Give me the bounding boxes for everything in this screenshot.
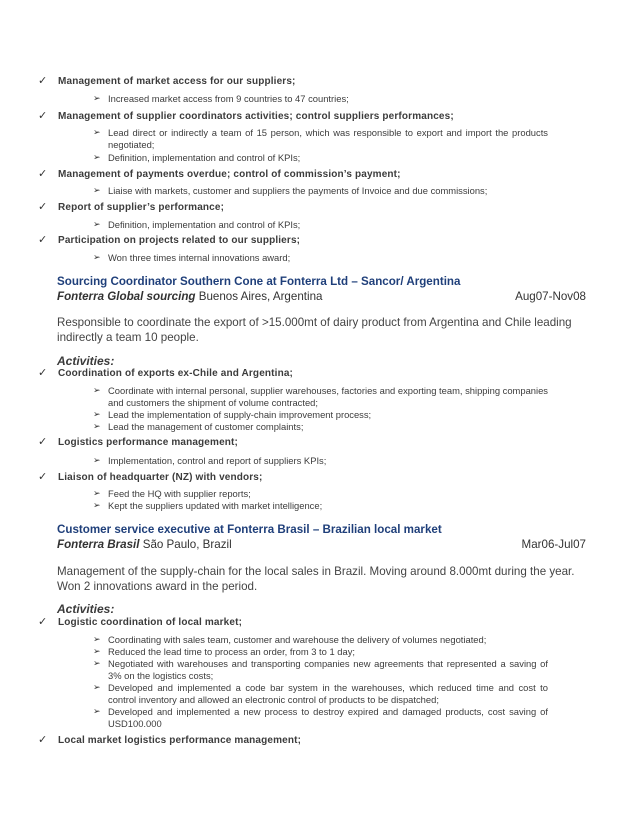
checkmark-icon: ✓	[38, 436, 48, 448]
sub-bullet: ➢ Definition, implementation and control of KPIs;	[93, 219, 301, 230]
checkmark-icon: ✓	[38, 75, 48, 87]
sub-bullet: ➢ Kept the suppliers updated with market intelligence;	[93, 500, 323, 511]
company-line	[57, 290, 586, 304]
arrow-bullet-icon: ➢	[93, 682, 101, 692]
arrow-bullet-icon: ➢	[93, 93, 101, 103]
activities-heading: Activities:	[57, 602, 115, 616]
job-description: Management of the supply-chain for the local sales in Brazil. Moving around 8.000mt during the year. Won 2 innovations award in the period.	[57, 565, 575, 593]
job-description: Responsible to coordinate the export of >15.000mt of dairy product from Argentina and Chile leading indirectly a team 10 people.	[57, 316, 572, 344]
sub-bullet: ➢ Lead the implementation of supply-chain improvement process;	[93, 409, 372, 420]
arrow-bullet-icon: ➢	[93, 646, 101, 656]
sub-bullet: ➢ Definition, implementation and control of KPIs;	[93, 152, 301, 163]
sub-bullet: ➢ Developed and implemented a new process to destroy expired and damaged products, cost saving of USD100.000	[93, 706, 548, 729]
checkmark-icon: ✓	[38, 168, 48, 180]
company-line	[57, 538, 586, 552]
arrow-bullet-icon: ➢	[93, 455, 101, 465]
sub-bullet: ➢ Liaise with markets, customer and suppliers the payments of Invoice and due commissions;	[93, 185, 488, 196]
checkmark-icon: ✓	[38, 471, 48, 483]
arrow-bullet-icon: ➢	[93, 127, 101, 137]
company-location: Buenos Aires, Argentina	[195, 290, 323, 303]
sub-bullet: ➢ Feed the HQ with supplier reports;	[93, 488, 251, 499]
sub-bullet: ➢ Lead the management of customer complaints;	[93, 421, 304, 432]
sub-bullet: ➢ Coordinating with sales team, customer and warehouse the delivery of volumes negotiated;	[93, 634, 487, 645]
arrow-bullet-icon: ➢	[93, 658, 101, 668]
job-dates: Aug07-Nov08	[515, 290, 586, 303]
checkmark-icon: ✓	[38, 367, 48, 379]
job-title: Sourcing Coordinator Southern Cone at Fonterra Ltd – Sancor/ Argentina	[57, 275, 461, 288]
checkmark-icon: ✓	[38, 201, 48, 213]
checkmark-icon: ✓	[38, 234, 48, 246]
arrow-bullet-icon: ➢	[93, 252, 101, 262]
company-location: São Paulo, Brazil	[139, 538, 232, 551]
sub-bullet: ➢ Lead direct or indirectly a team of 15 person, which was responsible to export and import the products negotiated;	[93, 127, 548, 150]
checkmark-icon: ✓	[38, 616, 48, 628]
company-name: Fonterra Brasil	[57, 538, 140, 551]
arrow-bullet-icon: ➢	[93, 500, 101, 510]
arrow-bullet-icon: ➢	[93, 219, 101, 229]
job-dates: Mar06-Jul07	[521, 538, 586, 551]
sub-bullet: ➢ Won three times internal innovations award;	[93, 252, 291, 263]
arrow-bullet-icon: ➢	[93, 409, 101, 419]
arrow-bullet-icon: ➢	[93, 385, 101, 395]
arrow-bullet-icon: ➢	[93, 706, 101, 716]
checkmark-icon: ✓	[38, 734, 48, 746]
sub-bullet: ➢ Developed and implemented a code bar system in the warehouses, which reduced time and cost to control inventory and allowed an electronic control of products to be dispatched;	[93, 682, 548, 705]
arrow-bullet-icon: ➢	[93, 152, 101, 162]
sub-bullet: ➢ Coordinate with internal personal, supplier warehouses, factories and exporting team, shipping companies and customers the shipment of volume contracted;	[93, 385, 548, 408]
checkmark-icon: ✓	[38, 110, 48, 122]
arrow-bullet-icon: ➢	[93, 421, 101, 431]
arrow-bullet-icon: ➢	[93, 634, 101, 644]
arrow-bullet-icon: ➢	[93, 488, 101, 498]
activities-heading: Activities:	[57, 354, 115, 368]
company-name: Fonterra Global sourcing	[57, 290, 196, 303]
arrow-bullet-icon: ➢	[93, 185, 101, 195]
job-title: Customer service executive at Fonterra Brasil – Brazilian local market	[57, 523, 442, 536]
sub-bullet: ➢ Increased market access from 9 countries to 47 countries;	[93, 93, 349, 104]
sub-bullet: ➢ Negotiated with warehouses and transporting companies new agreements that represented a saving of 3% on the logistics costs;	[93, 658, 548, 681]
sub-bullet: ➢ Implementation, control and report of suppliers KPIs;	[93, 455, 327, 466]
resume-page: ✓ Management of market access for our suppliers; ➢ Increased market access from 9 countries to 47 countries; ✓ Management of supplier coordinators activities; control suppliers performances; ➢ Lead direct or indirectly a team of 15 person, which was responsible to export and import the products negotiated; ➢ Definition, implementation and control of KPIs; ✓ Management of payments overdue; control of commission’s payment; ➢ Liaise with markets, customer and suppliers the payments of Invoice and due commissions; ✓ Report of supplier’s performance; ➢ Definition, implementation and control of KPIs; ✓ Participation on projects related to our suppliers; ➢ Won three times internal innovations award; Sourcing Coordinator Southern Cone at Fonterra Ltd – Sancor/ Argentina Fonterra Global sourcing Buenos Aires, Argentina Aug07-Nov08 Responsible to coordinate the export of >15.000mt of dairy product from Argentina and Chile leading indirectly a team 10 people. Activities: ✓ Coordination of exports ex-Chile and Argentina; ➢ Coordinate with internal personal, supplier warehouses, factories and exporting team, shipping companies and customers the shipment of volume contracted; ➢ Lead the implementation of supply-chain improvement process; ➢ Lead the management of customer complaints; ✓ Logistics performance management; ➢ Implementation, control and report of suppliers KPIs; ✓ Liaison of headquarter (NZ) with vendors; ➢ Feed the HQ with supplier reports; ➢ Kept the suppliers updated with market intelligence; Customer service executive at Fonterra Brasil – Brazilian local market Fonterra Brasil São Paulo, Brazil Mar06-Jul07 Management of the supply-chain for the local sales in Brazil. Moving around 8.000mt during the year. Won 2 innovations award in the period. Activities: ✓ Logistic coordination of local market; ➢ Coordinating with sales team, customer and warehouse the delivery of volumes negotiated; ➢ Reduced the lead time to process an order, from 3 to 1 day; ➢ Negotiated with warehouses and transporting companies new agreements that represented a saving of 3% on the logistics costs; ➢ Developed and implemented a code bar system in the warehouses, which reduced time and cost to control inventory and allowed an electronic control of products to be dispatched; ➢ Developed and implemented a new process to destroy expired and damaged products, cost saving of USD100.000 ✓ Local market logistics performance management;	[38, 75, 586, 746]
sub-bullet: ➢ Reduced the lead time to process an order, from 3 to 1 day;	[93, 646, 356, 657]
